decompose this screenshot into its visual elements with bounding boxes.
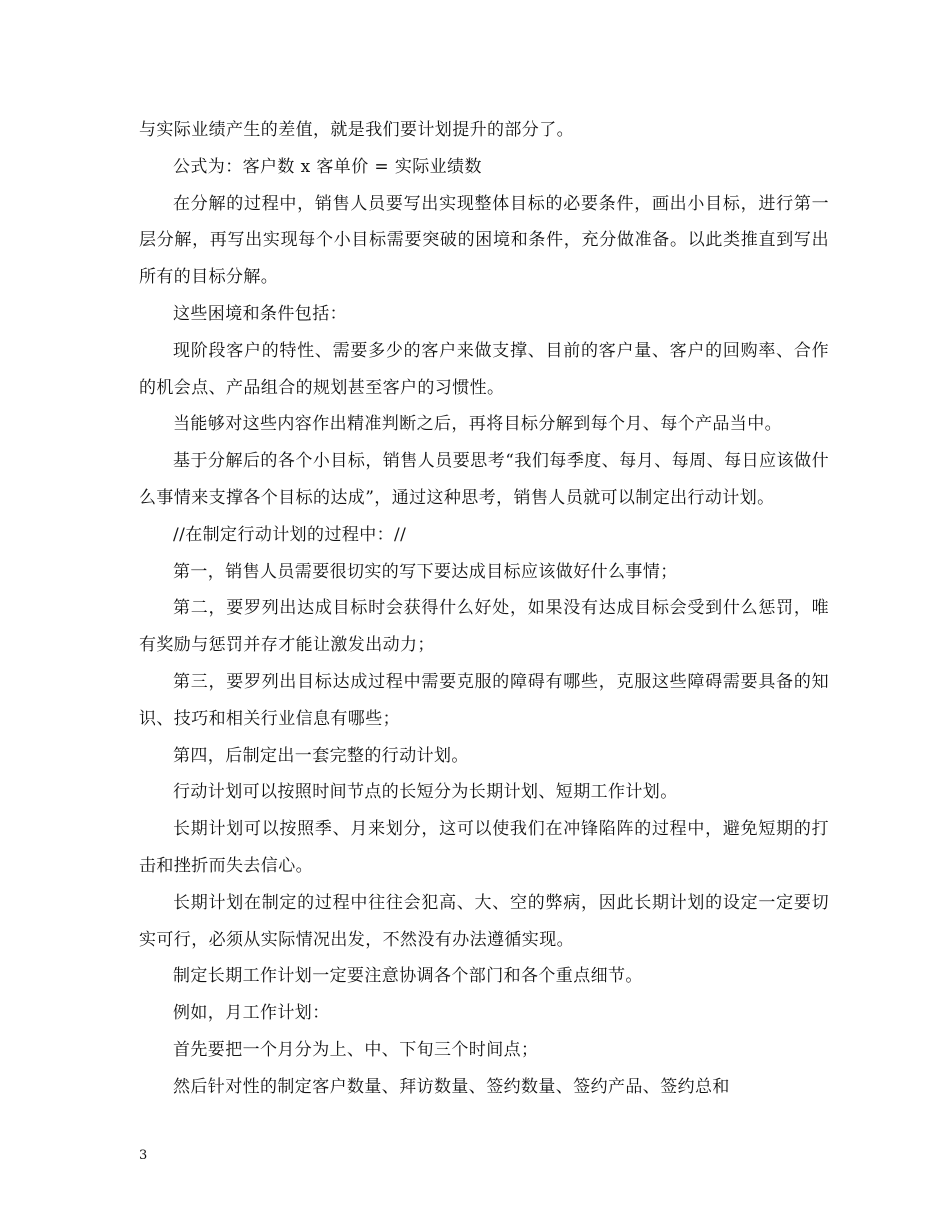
paragraph: //在制定行动计划的过程中：// xyxy=(173,524,407,545)
paragraph: 例如，月工作计划： xyxy=(173,1003,330,1024)
paragraph: 与实际业绩产生的差值，就是我们要计划提升的部分了。 xyxy=(139,120,574,140)
paragraph: 制定长期工作计划一定要注意协调各个部门和各个重点细节。 xyxy=(173,966,643,987)
paragraph: 公式为：客户数 x 客单价 = 实际业绩数 xyxy=(173,156,482,177)
paragraph: 第四，后制定出一套完整的行动计划。 xyxy=(173,745,469,766)
paragraph: 第三，要罗列出目标达成过程中需要克服的障碍有哪些，克服这些障碍需要具备的知识、技巧和相关行业信息有哪些； xyxy=(139,671,829,729)
paragraph: 基于分解后的各个小目标，销售人员要思考“我们每季度、每月、每周、每日应该做什么事情来支撑各个目标的达成”，通过这种思考，销售人员就可以制定出行动计划。 xyxy=(139,451,829,508)
paragraph: 首先要把一个月分为上、中、下旬三个时间点； xyxy=(173,1039,539,1060)
paragraph: 现阶段客户的特性、需要多少的客户来做支撑、目前的客户量、客户的回购率、合作的机会点、产品组合的规划甚至客户的习惯性。 xyxy=(139,340,829,398)
paragraph: 行动计划可以按照时间节点的长短分为长期计划、短期工作计划。 xyxy=(173,782,678,803)
paragraph: 长期计划在制定的过程中往往会犯高、大、空的弊病，因此长期计划的设定一定要切实可行，必须从实际情况出发，不然没有办法遵循实现。 xyxy=(139,892,829,950)
paragraph: 这些困境和条件包括： xyxy=(173,303,347,324)
document-body xyxy=(139,112,829,1106)
paragraph: 第二，要罗列出达成目标时会获得什么好处，如果没有达成目标会受到什么惩罚，唯有奖励与惩罚并存才能让激发出动力； xyxy=(139,598,829,656)
paragraph: 第一，销售人员需要很切实的写下要达成目标应该做好什么事情； xyxy=(173,561,678,582)
paragraph: 当能够对这些内容作出精准判断之后，再将目标分解到每个月、每个产品当中。 xyxy=(173,414,782,435)
paragraph: 然后针对性的制定客户数量、拜访数量、签约数量、签约产品、签约总和 xyxy=(173,1076,730,1097)
paragraph: 长期计划可以按照季、月来划分，这可以使我们在冲锋陷阵的过程中，避免短期的打击和挫折而失去信心。 xyxy=(139,819,829,876)
page-number: 3 xyxy=(139,1148,148,1163)
paragraph: 在分解的过程中，销售人员要写出实现整体目标的必要条件，画出小目标，进行第一层分解，再写出实现每个小目标需要突破的困境和条件，充分做准备。以此类推直到写出所有的目标分解。 xyxy=(139,193,829,288)
